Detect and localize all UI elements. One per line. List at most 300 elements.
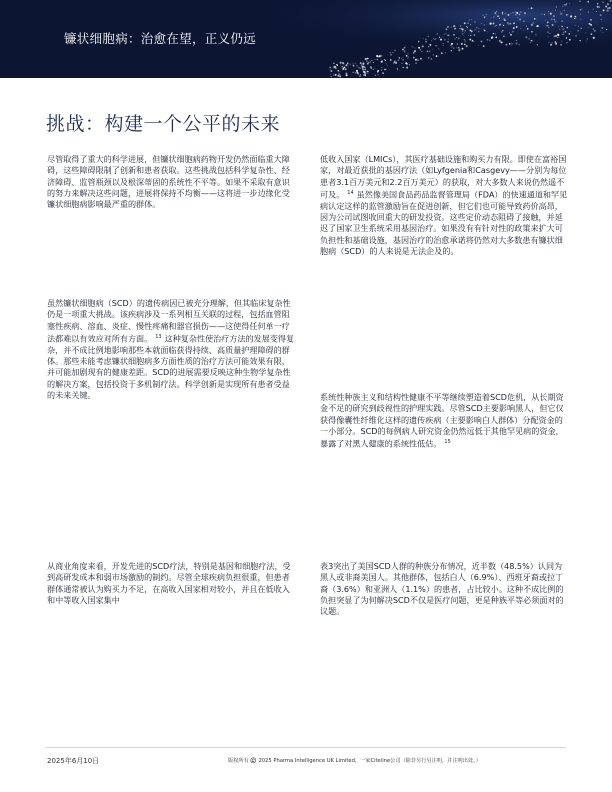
particle-dot: [464, 39, 465, 40]
particle-dot: [460, 25, 461, 26]
particle-dot: [563, 32, 564, 33]
particle-dot: [588, 11, 589, 12]
particle-dot: [551, 18, 553, 20]
particle-dot: [397, 69, 398, 70]
particle-dot: [390, 52, 391, 53]
particle-dot: [578, 13, 579, 14]
particle-dot: [453, 25, 455, 27]
particle-dot: [390, 59, 392, 61]
particle-dot: [444, 34, 445, 35]
particle-dot: [560, 12, 561, 13]
particle-dot: [407, 56, 409, 58]
particle-dot: [455, 39, 456, 40]
particle-dot: [378, 65, 379, 66]
particle-dot: [357, 67, 358, 68]
particle-dot: [377, 59, 378, 60]
particle-dot: [570, 31, 571, 32]
footer-copyright: 版权所有 ©️ 2025 Pharma Intelligence UK Limited，一家Citeline公司（除非另行另注明，并注明出处。）: [228, 758, 481, 764]
particle-dot: [348, 67, 349, 68]
particle-dot: [516, 40, 517, 41]
particle-dot: [443, 43, 444, 44]
particle-dot: [428, 57, 430, 59]
particle-dot: [565, 31, 567, 33]
particle-dot: [457, 44, 458, 45]
particle-dot: [350, 63, 351, 64]
particle-dot: [469, 29, 470, 30]
particle-dot: [429, 44, 430, 45]
particle-dot: [593, 38, 594, 39]
particle-dot: [469, 19, 470, 20]
particle-dot: [433, 54, 434, 55]
particle-dot: [387, 65, 388, 66]
particle-dot: [550, 8, 551, 9]
particle-dot: [330, 76, 332, 78]
particle-dot: [393, 52, 394, 53]
particle-dot: [511, 45, 512, 46]
particle-dot: [454, 28, 455, 29]
particle-dot: [597, 3, 599, 5]
particle-dot: [484, 30, 485, 31]
particle-dot: [358, 67, 360, 69]
particle-dot: [511, 13, 512, 14]
particle-dot: [510, 34, 512, 36]
particle-dot: [347, 63, 348, 64]
particle-dot: [575, 16, 577, 18]
paragraph-text: 虽然镰状细胞病（SCD）的遗传病因已被充分理解，但其临床复杂性仍是一项重大挑战。该疾病涉及一系列相互关联的过程，包括血管阻塞性疾病、溶血、炎症、慢性疼痛和器官损伤——这使得任何单一疗法都难以有效应对所有方面。: [47, 298, 291, 344]
particle-dot: [592, 8, 593, 9]
particle-dot: [579, 40, 580, 41]
particle-dot: [523, 30, 524, 31]
particle-dot: [464, 32, 465, 33]
footer-date: 2025年6月10日: [47, 757, 100, 765]
particle-dot: [374, 59, 375, 60]
particle-dot: [556, 21, 557, 22]
particle-dot: [447, 41, 448, 42]
particle-dot: [404, 47, 406, 49]
particle-dot: [357, 72, 359, 74]
particle-dot: [433, 38, 434, 39]
particle-dot: [557, 34, 559, 36]
particle-dot: [377, 55, 379, 57]
particle-dot: [580, 14, 581, 15]
particle-dot: [547, 25, 549, 27]
particle-dot: [377, 74, 378, 75]
particle-dot: [527, 28, 529, 30]
section-heading: 挑战：构建一个公平的未来: [46, 113, 281, 135]
particle-dot: [337, 65, 338, 66]
particle-dot: [489, 39, 490, 40]
particle-dot: [464, 35, 465, 36]
particle-dot: [484, 29, 485, 30]
particle-dot: [329, 67, 331, 69]
paragraph-clinical-complexity: [47, 298, 297, 401]
particle-dot: [564, 4, 565, 5]
particle-dot: [502, 13, 503, 14]
particle-dot: [566, 42, 567, 43]
particle-dot: [355, 63, 356, 64]
particle-dot: [468, 35, 469, 36]
particle-dot: [470, 35, 471, 36]
particle-dot: [580, 19, 581, 20]
particle-dot: [552, 24, 554, 26]
particle-dot: [455, 38, 456, 39]
particle-dot: [497, 15, 499, 17]
particle-dot: [530, 42, 531, 43]
particle-dot: [373, 69, 374, 70]
particle-dot: [380, 55, 381, 56]
particle-dot: [486, 39, 487, 40]
particle-dot: [464, 44, 466, 46]
particle-dot: [591, 33, 593, 35]
particle-dot: [345, 75, 347, 77]
particle-dot: [415, 59, 417, 61]
particle-dot: [366, 60, 368, 62]
particle-dot: [509, 32, 510, 33]
particle-dot: [593, 28, 594, 29]
particle-dot: [565, 4, 567, 6]
particle-dot: [506, 44, 508, 46]
particle-dot: [398, 60, 400, 62]
particle-dot: [575, 25, 576, 26]
particle-dot: [510, 23, 512, 25]
particle-dot: [515, 14, 517, 16]
particle-dot: [490, 23, 492, 25]
particle-dot: [463, 33, 464, 34]
particle-dot: [484, 17, 485, 18]
particle-dot: [513, 22, 515, 24]
particle-dot: [544, 14, 545, 15]
particle-dot: [362, 68, 364, 70]
particle-dot: [352, 71, 354, 73]
particle-dot: [379, 55, 381, 57]
particle-dot: [448, 38, 449, 39]
particle-dot: [407, 53, 408, 54]
particle-dot: [413, 47, 414, 48]
particle-dot: [520, 28, 521, 29]
particle-dot: [435, 38, 436, 39]
particle-dot: [335, 74, 337, 76]
particle-dot: [569, 3, 570, 4]
particle-dot: [579, 0, 581, 2]
particle-dot: [333, 73, 334, 74]
particle-dot: [473, 34, 475, 36]
particle-dot: [589, 23, 591, 25]
particle-dot: [581, 28, 582, 29]
particle-dot: [548, 11, 549, 12]
particle-dot: [345, 73, 347, 75]
particle-dot: [472, 40, 473, 41]
particle-dot: [495, 33, 496, 34]
particle-dot: [502, 24, 503, 25]
particle-dot: [502, 30, 503, 31]
particle-dot: [483, 29, 484, 30]
particle-dot: [548, 27, 549, 28]
particle-dot: [500, 41, 501, 42]
particle-dot: [516, 43, 518, 45]
particle-dot: [470, 24, 471, 25]
particle-dot: [537, 44, 538, 45]
particle-dot: [546, 25, 547, 26]
particle-dot: [478, 31, 479, 32]
particle-dot: [405, 45, 406, 46]
particle-dot: [603, 32, 604, 33]
particle-dot: [528, 38, 530, 40]
particle-dot: [382, 72, 384, 74]
particle-dot: [528, 8, 529, 9]
particle-dot: [438, 49, 439, 50]
particle-dot: [545, 20, 546, 21]
particle-dot: [340, 71, 341, 72]
particle-dot: [541, 14, 542, 15]
particle-dot: [585, 33, 586, 34]
particle-dot: [481, 41, 482, 42]
particle-dot: [406, 66, 408, 68]
particle-dot: [537, 25, 539, 27]
particle-dot: [483, 15, 484, 16]
particle-dot: [462, 28, 464, 30]
particle-dot: [484, 24, 485, 25]
particle-dot: [588, 27, 589, 28]
particle-dot: [601, 19, 602, 20]
paragraph-text-continued: 虽然像美国食品药品监督管理局（FDA）的快速通道和罕见病认定这样的监管激励旨在促进创新，但它们也可能导致药价高昂，因为公司试图收回重大的研发投资。这些定价动态阻碍了接触，并延迟了国家卫生系统采用基因治疗。如果没有有针对性的政策来扩大可负担性和基础设施，基因治疗的治愈承诺将仍然对大多数患有镰状细胞病（SCD）的人来说是无法企及的。: [320, 189, 568, 257]
particle-dot: [476, 27, 477, 28]
paragraph-access-cost: [320, 154, 570, 257]
header-banner: [0, 0, 612, 78]
particle-dot: [451, 50, 452, 51]
particle-dot: [377, 71, 379, 73]
particle-dot: [505, 13, 506, 14]
paragraph-commercial: 从商业角度来看，开发先进的SCD疗法，特别是基因和细胞疗法，受到高研发成本和弱市场激励的制约。尽管全球疾病负担很重，但患者群体通常被认为购买力不足，在高收入国家相对较小，并且在低收入和中等收入国家集中: [47, 561, 291, 605]
particle-dot: [526, 25, 527, 26]
footnote-ref: 15: [444, 439, 451, 446]
particle-dot: [402, 57, 403, 58]
particle-dot: [364, 68, 366, 70]
particle-dot: [431, 58, 432, 59]
particle-dot: [432, 49, 433, 50]
particle-dot: [385, 63, 386, 64]
particle-dot: [467, 22, 469, 24]
particle-dot: [364, 72, 366, 74]
particle-dot: [330, 74, 331, 75]
particle-dot: [531, 7, 533, 9]
particle-dot: [550, 44, 552, 46]
particle-dot: [587, 38, 588, 39]
particle-dot: [557, 37, 558, 38]
particle-dot: [495, 26, 496, 27]
particle-dot: [339, 76, 341, 78]
paragraph-text-continued: 这种复杂性使治疗方法的发展变得复杂，并不成比例地影响那些本就面临获得持续、高质量护理障碍的群体。那些未能考虑镰状细胞病多方面性质的治疗方法可能效果有限，并可能加剧现有的健康差距。SCD的进展需要反映这种生物学复杂性的解决方案，包括投资于多机制疗法。科学创新是实现所有患者受益的未来关键。: [47, 333, 295, 401]
paragraph-text: 低收入国家（LMICs），其医疗基础设施和购买力有限。即使在富裕国家，对最近获批的基因疗法（如Lyfgenia和Casgevy——分别为每位患者3.1百万美元和2.2百万美元）的获取，对大多数人来说仍然遥不可及。: [320, 154, 567, 200]
particle-dot: [381, 67, 382, 68]
particle-dot: [367, 71, 369, 73]
particle-dot: [568, 14, 569, 15]
particle-dot: [519, 44, 520, 45]
particle-dot: [520, 11, 522, 13]
particle-dot: [547, 21, 549, 23]
particle-dot: [400, 59, 401, 60]
particle-dot: [344, 67, 345, 68]
particle-dot: [395, 62, 397, 64]
particle-dot: [343, 63, 344, 64]
particle-dot: [508, 23, 510, 25]
particle-dot: [490, 18, 491, 19]
particle-dot: [362, 63, 364, 65]
particle-dot: [523, 21, 524, 22]
particle-dot: [408, 54, 409, 55]
particle-dot: [425, 39, 427, 41]
particle-dot: [464, 40, 466, 42]
particle-dot: [373, 68, 374, 69]
particle-dot: [401, 63, 402, 64]
particle-dot: [445, 33, 446, 34]
particle-dot: [512, 43, 513, 44]
particle-dot: [501, 31, 502, 32]
particle-dot: [407, 58, 408, 59]
particle-dot: [600, 30, 601, 31]
particle-dot: [580, 9, 581, 10]
particle-dot: [535, 34, 537, 36]
particle-dot: [413, 57, 415, 59]
particle-dot: [551, 42, 553, 44]
particle-dot: [446, 28, 448, 30]
particle-dot: [578, 26, 579, 27]
particle-dot: [513, 27, 515, 29]
particle-dot: [525, 36, 527, 38]
particle-dot: [559, 29, 560, 30]
particle-dot: [550, 13, 552, 15]
footnote-ref: 14: [347, 189, 354, 196]
particle-dot: [429, 51, 431, 53]
particle-dot: [566, 37, 567, 38]
particle-dot: [425, 41, 426, 42]
particle-dot: [340, 62, 342, 64]
particle-dot: [405, 68, 406, 69]
particle-dot: [360, 74, 361, 75]
particle-dot: [601, 27, 603, 29]
particle-dot: [496, 11, 497, 12]
particle-dot: [415, 62, 417, 64]
particle-dot: [427, 51, 428, 52]
particle-dot: [554, 35, 556, 37]
particle-dot: [503, 25, 504, 26]
particle-dot: [451, 27, 452, 28]
particle-dot: [414, 50, 416, 52]
particle-dot: [553, 15, 555, 17]
particle-dot: [438, 56, 439, 57]
footer-divider: [46, 747, 566, 748]
particle-dot: [493, 23, 495, 25]
particle-dot: [609, 7, 611, 9]
particle-dot: [458, 47, 460, 49]
particle-dot: [572, 35, 573, 36]
particle-dot: [459, 28, 460, 29]
particle-dot: [487, 32, 488, 33]
particle-dot: [519, 19, 521, 21]
particle-dot: [355, 72, 357, 74]
particle-dot: [330, 70, 332, 72]
particle-dot: [464, 22, 466, 24]
particle-dot: [499, 18, 500, 19]
particle-dot: [462, 48, 464, 50]
particle-dot: [409, 64, 410, 65]
particle-dot: [382, 69, 383, 70]
particle-dot: [502, 12, 503, 13]
particle-dot: [428, 46, 429, 47]
particle-dot: [375, 68, 376, 69]
paragraph-systemic-racism: [320, 392, 570, 450]
particle-dot: [441, 52, 443, 54]
particle-dot: [456, 37, 457, 38]
particle-dot: [575, 35, 576, 36]
particle-dot: [554, 19, 555, 20]
particle-dot: [567, 27, 568, 28]
particle-dot: [364, 67, 366, 69]
particle-dot: [373, 62, 374, 63]
particle-dot: [516, 12, 518, 14]
particle-dot: [515, 11, 516, 12]
particle-dot: [517, 17, 518, 18]
particle-dot: [420, 49, 422, 51]
particle-dot: [461, 43, 463, 45]
particle-dot: [375, 75, 376, 76]
particle-dot: [531, 31, 533, 33]
particle-dot: [594, 30, 596, 32]
particle-dot: [495, 15, 496, 16]
particle-dot: [463, 34, 464, 35]
particle-dot: [605, 6, 607, 8]
particle-dot: [452, 47, 453, 48]
particle-dot: [531, 40, 533, 42]
particle-dot: [436, 55, 438, 57]
particle-dot: [558, 26, 559, 27]
particle-dot: [547, 31, 549, 33]
particle-dot: [329, 69, 330, 70]
particle-dot: [607, 3, 609, 5]
particle-dot: [382, 60, 383, 61]
particle-dot: [337, 75, 339, 77]
particle-dot: [466, 26, 467, 27]
particle-dot: [479, 28, 480, 29]
particle-dot: [519, 14, 521, 16]
particle-dot: [338, 73, 339, 74]
particle-dot: [431, 40, 432, 41]
particle-dot: [430, 44, 432, 46]
particle-dot: [403, 67, 404, 68]
particle-dot: [512, 12, 513, 13]
particle-dot: [493, 16, 494, 17]
particle-dot: [550, 33, 551, 34]
particle-dot: [607, 7, 609, 9]
particle-dot: [346, 64, 348, 66]
particle-dot: [342, 68, 344, 70]
particle-dot: [561, 20, 563, 22]
particle-dot: [418, 47, 420, 49]
particle-dot: [443, 45, 444, 46]
particle-dot: [384, 59, 385, 60]
particle-dot: [421, 51, 422, 52]
particle-dot: [560, 44, 562, 46]
particle-dot: [393, 63, 394, 64]
particle-dot: [366, 59, 367, 60]
particle-dot: [381, 70, 382, 71]
particle-dot: [524, 12, 526, 14]
particle-dot: [333, 63, 334, 64]
particle-dot: [517, 42, 518, 43]
particle-dot: [428, 36, 429, 37]
particle-dot: [459, 48, 461, 50]
particle-dot: [444, 39, 446, 41]
particle-dot: [370, 66, 372, 68]
